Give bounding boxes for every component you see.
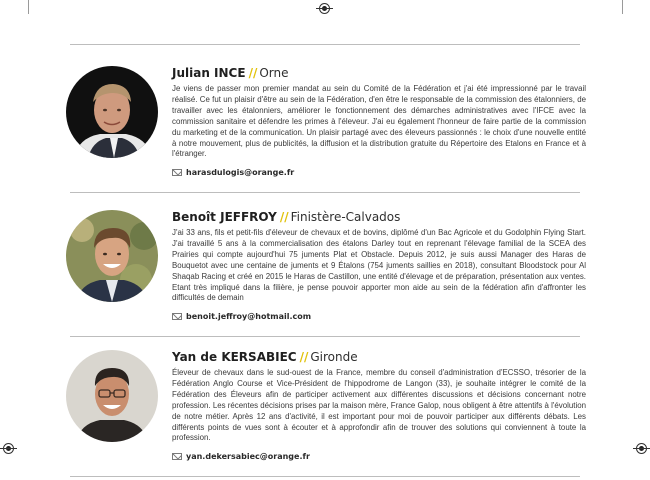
avatar <box>66 350 158 442</box>
email-link[interactable]: benoit.jeffroy@hotmail.com <box>186 312 312 322</box>
heading-separator: // <box>248 66 258 80</box>
heading-separator: // <box>299 350 309 364</box>
divider-1 <box>70 192 580 193</box>
mail-icon <box>172 169 182 176</box>
mail-icon <box>172 453 182 460</box>
profile-bio: J'ai 33 ans, fils et petit-fils d'éleveur de chevaux et de bovins, diplômé d'un Bac Agricole et du Godolphin Flying Start. J'ai travaillé 5 ans à la commercialisation des étalons Darley tout en reprenant l'élevage familial de la SCEA des Prairies qui compte aujourd'hui 75 juments Plat et Obstacle. Depuis 2012, je suis aussi Manager des Haras de Bouquetot avec une centaine de juments et 9 Étalons (754 juments saillies en 2018), consultant Bloodstock pour Al Shaqab Racing et créé en 2015 le Haras de Castillon, une entité d'élevage et de préparation, présentation aux ventes. Etant très impliqué dans la filière, je pense pouvoir apporter mon aide au sein de la fédération afin d'affronter les difficultés de demain <box>172 228 586 303</box>
avatar <box>66 66 158 158</box>
profile-name: Julian INCE <box>172 66 246 80</box>
profile-heading <box>172 210 586 225</box>
profile-name: Yan de KERSABIEC <box>172 350 297 364</box>
divider-top <box>70 44 580 45</box>
profile-bio: Éleveur de chevaux dans le sud-ouest de la France, membre du conseil d'administration d'ECSSO, trésorier de la Fédération Anglo Course et Vice-Président de l'hippodrome de Langon (33), je souhaite intégrer le comité de la Fédération des Éleveurs afin de participer activement aux différentes discussions et décisions concernant notre profession. Les récentes décisions prises par la maison mère, France Galop, nous obligent à être attentifs à l'évolution de notre métier. Après 12 ans d'activité, il est important pour moi de pouvoir participer aux différents débats. Les différents points de vues sont à écouter et à approfondir afin de trouver des solutions qui conviennent à toute la profession. <box>172 368 586 443</box>
divider-2 <box>70 336 580 337</box>
profile-region: Orne <box>259 66 289 80</box>
profile-heading <box>172 350 586 365</box>
crop-line-right <box>622 0 623 14</box>
heading-separator: // <box>279 210 289 224</box>
divider-bottom <box>70 476 580 477</box>
email-row <box>172 168 586 177</box>
avatar <box>66 210 158 302</box>
profile-heading <box>172 66 586 81</box>
profile-region: Finistère-Calvados <box>290 210 401 224</box>
email-row <box>172 312 586 321</box>
registration-mark-top-icon <box>319 3 330 14</box>
mail-icon <box>172 313 182 320</box>
registration-mark-right-icon <box>636 443 647 454</box>
profile-region: Gironde <box>310 350 358 364</box>
email-link[interactable]: harasdulogis@orange.fr <box>186 168 295 178</box>
profile-name: Benoît JEFFROY <box>172 210 277 224</box>
registration-mark-left-icon <box>3 443 14 454</box>
email-link[interactable]: yan.dekersabiec@orange.fr <box>186 452 310 462</box>
email-row <box>172 452 586 461</box>
profile-bio: Je viens de passer mon premier mandat au sein du Comité de la Fédération et j'ai été impressionné par le travail réalisé. Ce fut un plaisir d'être au sein de la Fédération, d'en être le responsable de la commission des étalonniers, de travailler avec les étalonniers, améliorer le fonctionnement des démarches administratives avec l'IFCE avec la commission sanitaire et défendre les primes à l'éleveur. J'ai eu également l'honneur de faire partie de la commission du marketing et de la communication. Un plaisir partagé avec des éleveurs passionnés : le choix d'une nouvelle entité à notre mouvement, plus de publicités, la diffusion et la distribution gratuite du Répertoire des Etalons en France et à l'étranger. <box>172 84 586 159</box>
crop-line-left <box>28 0 29 14</box>
